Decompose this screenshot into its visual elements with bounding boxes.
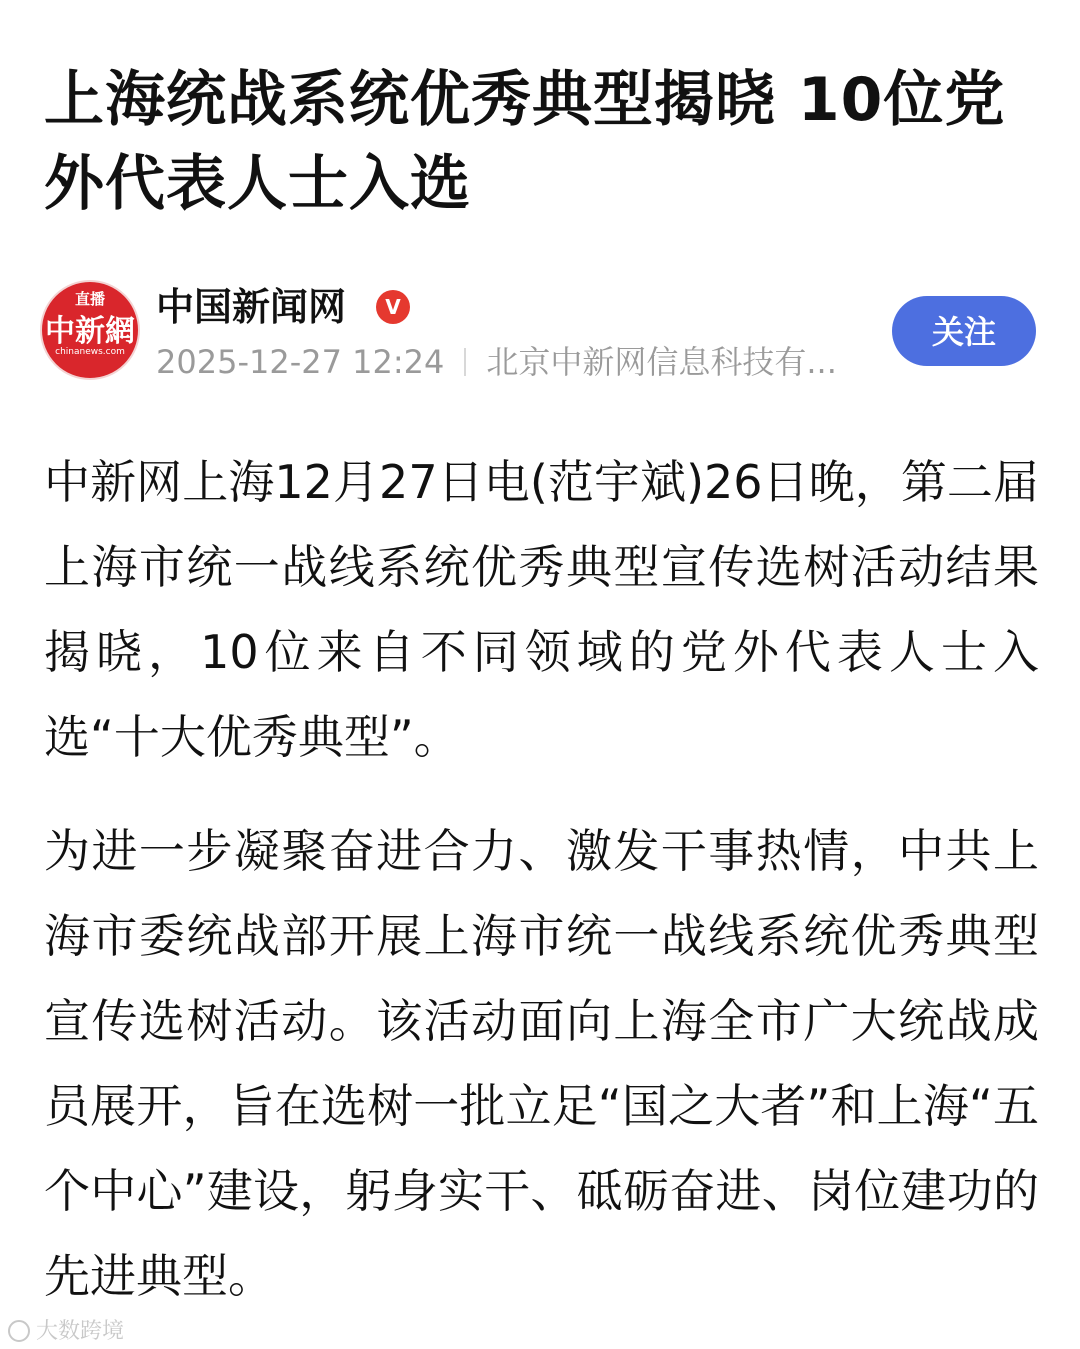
follow-button[interactable]: 关注 (892, 296, 1036, 366)
article-paragraph: 中新网上海12月27日电(范宇斌)26日晚，第二届上海市统一战线系统优秀典型宣传选树活动结果揭晓，10位来自不同领域的党外代表人士入选“十大优秀典型”。 (44, 455, 1039, 764)
avatar-url-text: chinanews.com (55, 347, 125, 357)
article-title: 上海统战系统优秀典型揭晓 10位党外代表人士入选 (44, 65, 1006, 219)
publish-timestamp: 2025-12-27 12:24 (156, 343, 445, 381)
watermark-logo-icon (8, 1320, 30, 1342)
article-paragraph: 为进一步凝聚奋进合力、激发干事热情，中共上海市委统战部开展上海市统一战线系统优秀典型宣传选树活动。该活动面向上海全市广大统战成员展开，旨在选树一批立足“国之大者”和上海“五个中心”建设，躬身实干、砥砺奋进、岗位建功的先进典型。 (44, 824, 1039, 1303)
avatar-live-label: 直播 (74, 290, 105, 308)
meta-divider (464, 348, 466, 376)
publisher-name: 北京中新网信息科技有... (486, 343, 837, 381)
author-avatar[interactable] (40, 280, 140, 380)
watermark-text: 大数跨境 (36, 1319, 125, 1344)
author-name[interactable]: 中国新闻网 (156, 285, 347, 329)
watermark (8, 1314, 124, 1345)
verified-badge-icon: V (376, 290, 410, 324)
author-header (40, 280, 1040, 380)
avatar-logo-text: 中新網 (45, 314, 135, 349)
author-meta (156, 342, 837, 382)
